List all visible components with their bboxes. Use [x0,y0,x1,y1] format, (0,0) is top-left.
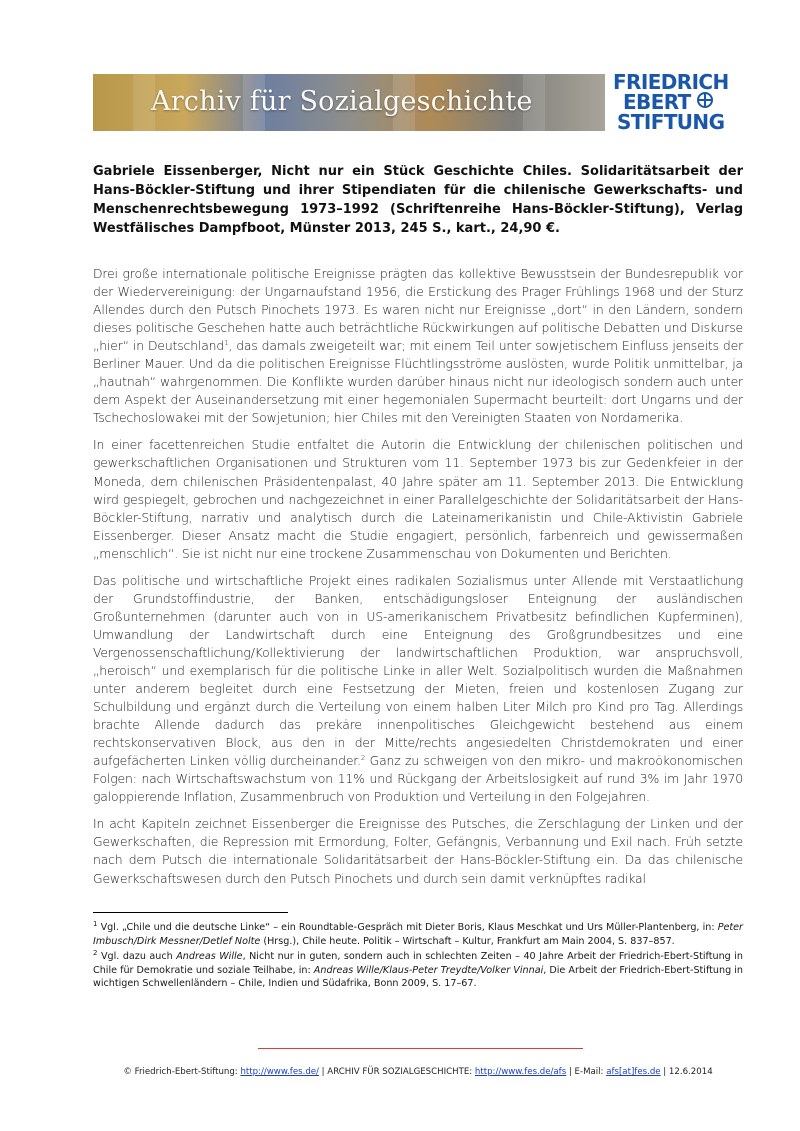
footer-email-label: | E-Mail: [566,1067,607,1077]
book-reference: Gabriele Eissenberger, Nicht nur ein Stück Geschichte Chiles. Solidaritätsarbeit der Hans-Böckler-Stiftung und ihrer Stipendiaten für die chilenische Gewerkschafts- und Menschenrechtsbewegung 1973–1992 (Schriftenreihe Hans-Böckler-Stiftung), Verlag Westfälisches Dampfboot, Münster 2013, 245 S., kart., 24,90 €. [93,164,743,236]
footnote-number: 1 [93,919,98,928]
globe-icon [697,92,713,108]
footer-date: | 12.6.2014 [660,1067,713,1077]
footnote-author: Andreas Wille [176,951,243,963]
footnote [93,950,743,991]
email-link[interactable]: afs[at]fes.de [606,1067,661,1077]
logo-line-1: FRIEDRICH [613,70,729,94]
footnotes [93,921,743,993]
footnote-ref[interactable]: 2 [360,754,366,763]
footer-divider [258,1048,583,1049]
footnote-author: Andreas Wille/Klaus-Peter Treydte/Volker Vinnai [313,964,544,976]
footnote [93,921,743,948]
fes-link[interactable]: http://www.fes.de/ [240,1067,319,1077]
footer-copyright: © Friedrich-Ebert-Stiftung: [123,1067,241,1077]
fes-logo [613,72,743,132]
banner-title: Archiv für Sozialgeschichte [151,86,533,117]
paragraph [93,265,743,427]
paragraph-text: Drei große internationale politische Ereignisse prägten das kollektive Bewusstsein der Bundesrepublik vor der Wiedervereinigung: der Ungarnaufstand 1956, die Erstickung des Prager Frühlings 1968 und der Sturz Allendes durch den Putsch Pinochets 1973. Es waren nicht nur Ereignisse „dort“ in den Ländern, sondern dieses politische Geschehen hatte auch beträchtliche Rückwirkungen auf politische Debatten und Diskurse „hier“ in Deutschland [93,266,743,354]
footnote-text: , Die Arbeit der Friedrich-Ebert-Stiftung in wichtigen Schwellenländern – Chile, Indien und Südafrika, Bonn 2009, S. 17–67. [93,964,743,990]
paragraph-text: , das damals zweigeteilt war; mit einem Teil unter sowjetischem Einfluss jenseits der Berliner Mauer. Und da die politischen Ereignisse Flüchtlingsströme auslösten, wurde Politik unmittelbar, ja „hautnah“ wahrgenommen. Die Konflikte wurden darüber hinaus nicht nur ideologisch sondern auch unter dem Aspekt der Auseinandersetzung mit einer hegemonialen Supermacht beurteilt: dort Ungarns und der Tschechoslowakei mit der Sowjetunion; hier Chiles mit den Vereinigten Staaten von Nordamerika. [93,338,744,426]
footnote-text: , Nicht nur in guten, sondern auch in schlechten Zeiten – 40 Jahre Arbeit der Friedrich-Ebert-Stiftung in Chile für Demokratie und soziale Teilhabe, in: [93,951,743,976]
footnote-author: Peter Imbusch/Dirk Messner/Detlef Nolte [93,922,743,947]
paragraph-text: In acht Kapiteln zeichnet Eissenberger die Ereignisse des Putsches, die Zerschlagung der Linken und der Gewerkschaften, die Repression mit Ermordung, Folter, Gefängnis, Verbannung und Exil nach. Früh setzte nach dem Putsch die internationale Solidaritätsarbeit der Hans-Böckler-Stiftung ein. Da das chilenische Gewerkschaftswesen durch den Putsch Pinochets und durch sein damit verknüpftes radikal [93,816,743,886]
footnote-divider [93,912,288,913]
archive-banner [93,74,605,131]
footnote-text: Vgl. „Chile und die deutsche Linke“ – ein Roundtable-Gespräch mit Dieter Boris, Klaus Meschkat und Urs Müller-Plantenberg, in: [97,922,718,933]
footnote-text: (Hrsg.), Chile heute. Politik – Wirtschaft – Kultur, Frankfurt am Main 2004, S. 837–857. [260,935,675,947]
review-body [93,265,743,897]
footnote-number: 2 [93,949,98,957]
footnote-ref[interactable]: 1 [224,339,229,348]
paragraph [93,815,743,887]
paragraph-text: Das politische und wirtschaftliche Projekt eines radikalen Sozialismus unter Allende mit Verstaatlichung der Grundstoffindustrie, der Banken, entschädigungsloser Enteignung der ausländischen Großunternehmen (darunter auch von in US-amerikanischem Privatbesitz befindlichen Kupferminen), Umwandlung der Landwirtschaft durch eine Enteignung des Großgrundbesitzes und eine Vergenossenschaftlichung/Kollektivierung der landwirtschaftlichen Produktion, war anspruchsvoll, „heroisch“ und exemplarisch für die politische Linke in aller Welt. Sozialpolitisch wurden die Maßnahmen unter anderem begleitet durch eine Festsetzung der Mieten, freien und kostenlosen Zugang zur Schulbildung und ergänzt durch die Verteilung von einem halben Liter Milch pro Kind pro Tag. Allerdings brachte Allende dadurch das prekäre innenpolitisches Gleichgewicht bestehend aus einem rechtskonservativen Block, aus den in der Mitte/rechts angesiedelten Christdemokraten und einer aufgefächerten Linken völlig durcheinander. [93,572,743,769]
paragraph [93,572,743,807]
paragraph-text: In einer facettenreichen Studie entfaltet die Autorin die Entwicklung der chilenischen politischen und gewerkschaftlichen Organisationen und Strukturen vom 11. September 1973 bis zur Gedenkfeier in der Moneda, dem chilenischen Präsidentenpalast, 40 Jahre später am 11. September 2013. Die Entwicklung wird gespiegelt, gebrochen und nachgezeichnet in einer Parallelgeschichte der Solidaritätsarbeit der Hans-Böckler-Stiftung, narrativ und analytisch durch die Lateinamerikanistin und Chile-Aktivistin Gabriele Eissenberger. Dieser Ansatz macht die Studie engagiert, persönlich, farbenreich und gewissermaßen „menschlich“. Sie ist nicht nur eine trockene Zusammenschau von Dokumenten und Berichten. [93,437,743,561]
page-footer [93,1067,743,1077]
paragraph [93,436,743,562]
paragraph-text: Ganz zu schweigen von den mikro- und makroökonomischen Folgen: nach Wirtschaftswachstum von 11% und Rückgang der Arbeitslosigkeit auf rund 3% im Jahr 1970 galoppierende Inflation, Zusammenbruch von Produktion und Verteilung in den Folgejahren. [93,753,743,805]
afs-link[interactable]: http://www.fes.de/afs [474,1067,567,1077]
logo-line-2: EBERT [623,90,691,114]
footer-archive-label: | ARCHIV FÜR SOZIALGESCHICHTE: [318,1067,475,1077]
logo-line-3: STIFTUNG [617,110,725,134]
footnote-text: Vgl. dazu auch [97,951,177,963]
